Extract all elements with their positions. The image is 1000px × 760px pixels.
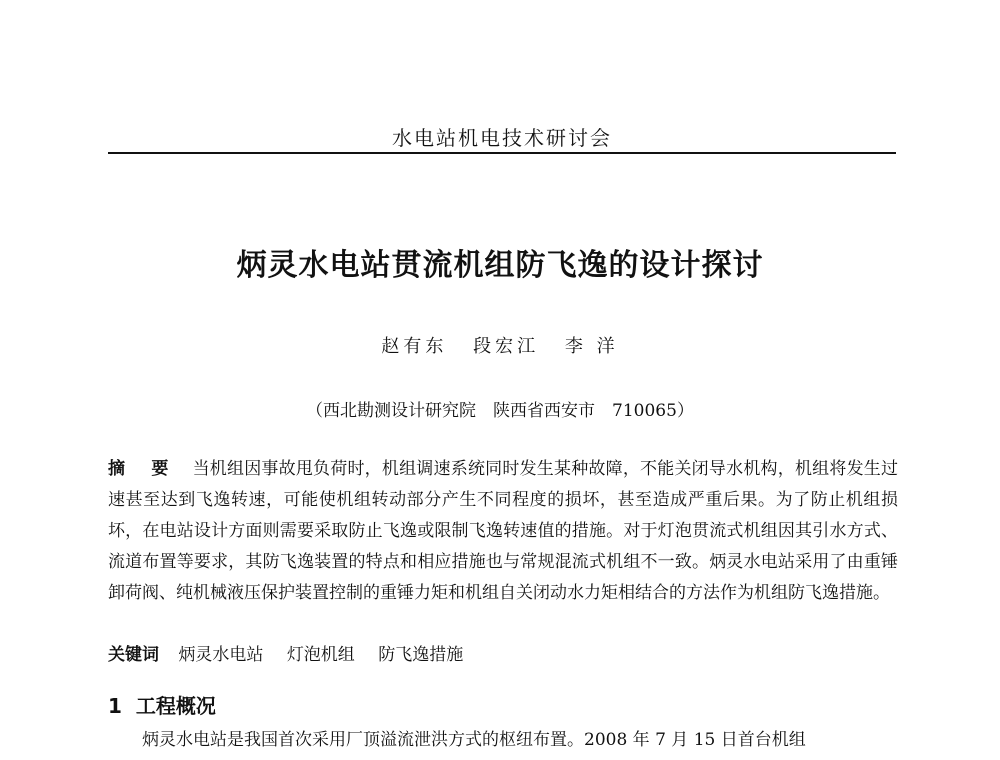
author: 段宏江	[473, 336, 540, 357]
keywords-label: 关键词	[108, 645, 159, 665]
section-number: 1	[108, 694, 122, 718]
running-header: 水电站机电技术研讨会	[392, 126, 612, 150]
section-heading	[108, 690, 216, 719]
abstract-text: 当机组因事故甩负荷时，机组调速系统同时发生某种故障，不能关闭导水机构，机组将发生过速甚至达到飞逸转速，可能使机组转动部分产生不同程度的损坏，甚至造成严重后果。为了防止机组损坏，在电站设计方面则需要采取防止飞逸或限制飞逸转速值的措施。对于灯泡贯流式机组因其引水方式、流道布置等要求，其防飞逸装置的特点和相应措施也与常规混流式机组不一致。炳灵水电站采用了由重锤卸荷阀、纯机械液压保护装置控制的重锤力矩和机组自关闭动水力矩相结合的方法作为机组防飞逸措施。	[108, 459, 899, 603]
keyword: 炳灵水电站	[178, 645, 264, 665]
authors	[0, 332, 1000, 358]
keyword: 防飞逸措施	[378, 645, 464, 665]
section-title: 工程概况	[135, 694, 216, 718]
author: 赵有东	[381, 336, 448, 357]
keywords	[108, 640, 898, 671]
section-body-text: 炳灵水电站是我国首次采用厂顶溢流泄洪方式的枢纽布置。2008 年 7 月 15 日首台机组	[142, 730, 806, 750]
affiliation: （西北勘测设计研究院 陕西省西安市 710065）	[306, 401, 694, 421]
abstract-label: 摘 要	[108, 459, 179, 479]
author: 李 洋	[564, 336, 619, 357]
abstract	[108, 454, 898, 609]
header-rule	[108, 152, 896, 154]
keyword: 灯泡机组	[286, 645, 355, 665]
paper-title: 炳灵水电站贯流机组防飞逸的设计探讨	[236, 248, 764, 283]
